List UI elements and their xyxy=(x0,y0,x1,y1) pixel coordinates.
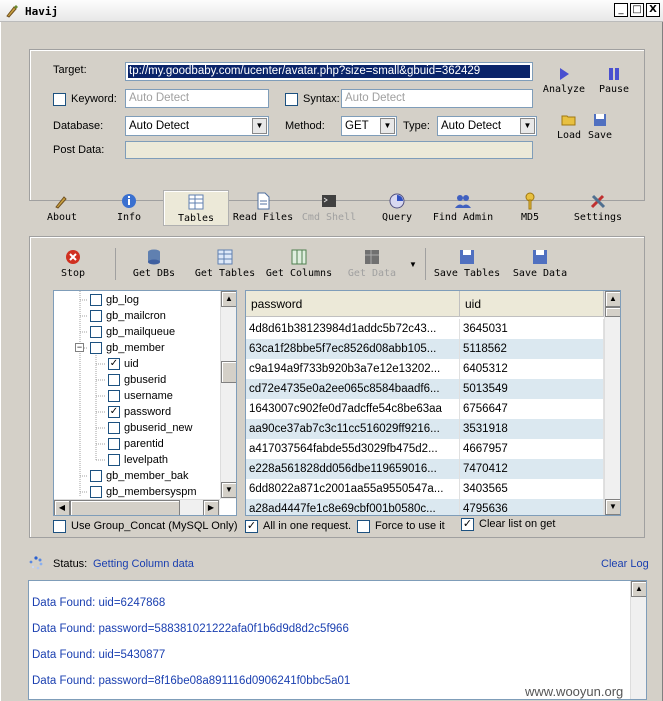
get-columns-button[interactable] xyxy=(263,248,335,279)
cell-uid: 4667957 xyxy=(460,439,604,459)
cmd-shell-icon xyxy=(320,192,338,210)
cell-uid: 5013549 xyxy=(460,379,604,399)
load-label: Load xyxy=(556,130,582,141)
scroll-up-icon[interactable]: ▲ xyxy=(631,581,647,597)
tables-label: Tables xyxy=(177,213,215,224)
tree-hscroll-thumb[interactable] xyxy=(70,500,180,516)
play-icon xyxy=(556,66,572,82)
chevron-down-icon: ▼ xyxy=(380,118,395,134)
tree-node-label: password xyxy=(124,406,172,418)
get-columns-label: Get Columns xyxy=(265,268,333,279)
tree-vertical-scrollbar[interactable] xyxy=(220,291,237,499)
read-files-label: Read Files xyxy=(232,212,294,223)
type-label: Type: xyxy=(403,120,430,132)
scroll-down-icon[interactable]: ▼ xyxy=(221,482,237,498)
cmd-shell-button[interactable] xyxy=(299,192,359,223)
about-label: About xyxy=(46,212,78,223)
get-tables-button[interactable] xyxy=(193,248,257,279)
cell-password: 1643007c902fe0d7adcffe54c8be63aa xyxy=(246,399,460,419)
data-grid[interactable] xyxy=(245,290,621,516)
close-button[interactable]: X xyxy=(646,3,660,17)
cell-password: e228a561828dd056dbe119659016... xyxy=(246,459,460,479)
grid-header xyxy=(246,291,604,317)
tree-node-label: gb_membersyspm xyxy=(106,486,197,498)
tree-node-label: levelpath xyxy=(124,454,169,466)
read-files-icon xyxy=(254,192,272,210)
scroll-left-icon[interactable]: ◀ xyxy=(54,500,70,516)
log-line: Data Found: uid=5430877 xyxy=(32,649,166,661)
get-dbs-label: Get DBs xyxy=(132,268,176,279)
force-label: Force to use it xyxy=(375,520,445,532)
save-data-button[interactable] xyxy=(509,248,571,279)
tree-node-label: gbuserid_new xyxy=(124,422,193,434)
tables-tab-button[interactable] xyxy=(163,190,229,226)
settings-button[interactable] xyxy=(571,192,625,223)
cell-uid: 3531918 xyxy=(460,419,604,439)
cell-password: c9a194a9f733b920b3a7e12e13202... xyxy=(246,359,460,379)
havij-app-icon xyxy=(5,4,19,18)
syntax-input[interactable]: Auto Detect xyxy=(341,89,533,108)
table-row[interactable] xyxy=(246,439,604,459)
tree-node-label: gb_mailcron xyxy=(106,310,166,322)
stop-icon xyxy=(64,248,82,266)
tree-lines xyxy=(54,291,237,516)
tree-node-label: gb_member xyxy=(106,342,165,354)
tree-horizontal-scrollbar[interactable] xyxy=(54,499,220,516)
table-row[interactable] xyxy=(246,379,604,399)
get-data-button[interactable] xyxy=(343,248,401,279)
scroll-down-icon[interactable]: ▼ xyxy=(605,499,621,515)
status-value: Getting Column data xyxy=(93,558,194,570)
get-tables-label: Get Tables xyxy=(194,268,256,279)
scroll-up-icon[interactable]: ▲ xyxy=(605,291,621,307)
table-row[interactable] xyxy=(246,359,604,379)
md5-key-icon xyxy=(521,192,539,210)
window-title: Havij xyxy=(25,5,59,18)
table-row[interactable] xyxy=(246,419,604,439)
save-data-label: Save Data xyxy=(512,268,568,279)
get-columns-icon xyxy=(290,248,308,266)
scroll-up-icon[interactable]: ▲ xyxy=(221,291,237,307)
table-row[interactable] xyxy=(246,319,604,339)
cell-uid: 6756647 xyxy=(460,399,604,419)
tree-checkbox[interactable] xyxy=(108,374,120,386)
column-header-uid[interactable]: uid xyxy=(460,291,604,317)
force-checkbox[interactable] xyxy=(357,520,370,533)
get-dbs-button[interactable] xyxy=(129,248,179,279)
pause-label: Pause xyxy=(598,84,630,95)
cell-password: 63ca1f28bbe5f7ec8526d08abb105... xyxy=(246,339,460,359)
about-button[interactable] xyxy=(43,192,81,223)
find-admin-icon xyxy=(454,192,472,210)
table-row[interactable] xyxy=(246,479,604,499)
cmd-shell-label: Cmd Shell xyxy=(301,212,357,223)
floppy-disk-icon xyxy=(592,112,608,128)
keyword-input[interactable]: Auto Detect xyxy=(125,89,269,108)
get-data-label: Get Data xyxy=(347,268,397,279)
maximize-button[interactable]: □ xyxy=(630,3,644,17)
stop-button[interactable] xyxy=(55,248,91,279)
database-select-value: Auto Detect xyxy=(129,120,190,132)
tree-checkbox-checked[interactable]: ✓ xyxy=(109,406,119,417)
toolbar-separator xyxy=(425,248,426,280)
tree-checkbox[interactable] xyxy=(90,326,102,338)
cell-uid: 3403565 xyxy=(460,479,604,499)
settings-label: Settings xyxy=(573,212,623,223)
info-label: Info xyxy=(116,212,142,223)
save-button[interactable] xyxy=(585,112,615,141)
about-icon xyxy=(53,192,71,210)
get-data-icon xyxy=(363,248,381,266)
tree-node-label: username xyxy=(124,390,173,402)
method-label: Method: xyxy=(285,120,325,132)
cell-uid: 4795636 xyxy=(460,499,604,516)
spinner-icon xyxy=(29,556,43,570)
post-data-label: Post Data: xyxy=(53,144,105,156)
main-window xyxy=(0,22,663,701)
query-label: Query xyxy=(381,212,413,223)
chevron-down-icon: ▼ xyxy=(520,118,535,134)
schema-tree[interactable] xyxy=(53,290,237,516)
pause-icon xyxy=(606,66,622,82)
folder-open-icon xyxy=(561,112,577,128)
method-select-value: GET xyxy=(345,120,369,132)
tree-checkbox[interactable] xyxy=(90,470,102,482)
tree-checkbox[interactable] xyxy=(90,486,102,498)
tree-checkbox[interactable] xyxy=(90,294,102,306)
query-button[interactable] xyxy=(377,192,417,223)
syntax-label: Syntax: xyxy=(303,93,340,105)
tree-node-label: parentid xyxy=(124,438,164,450)
tree-checkbox[interactable] xyxy=(108,454,120,466)
save-data-icon xyxy=(531,248,549,266)
save-label: Save xyxy=(587,130,613,141)
cell-password: a28ad4447fe1c8e69cbf001b0580c... xyxy=(246,499,460,516)
watermark: www.wooyun.org xyxy=(525,684,624,699)
database-label: Database: xyxy=(53,120,104,132)
log-line: Data Found: uid=6247868 xyxy=(32,597,166,609)
scroll-right-icon[interactable]: ▶ xyxy=(203,500,219,516)
tree-node-label: uid xyxy=(124,358,139,370)
cell-password: aa90ce37ab7c3c11cc516029ff9216... xyxy=(246,419,460,439)
clear-list-checkbox[interactable]: ✓ xyxy=(462,518,473,530)
title-bar[interactable] xyxy=(0,0,663,22)
tree-checkbox[interactable] xyxy=(108,438,120,450)
log-line: Data Found: password=588381021222afa0f1b6d9d8d2c5f966 xyxy=(32,623,349,635)
keyword-checkbox[interactable] xyxy=(53,93,66,106)
tree-checkbox[interactable] xyxy=(90,310,102,322)
table-row[interactable] xyxy=(246,459,604,479)
analyze-label: Analyze xyxy=(542,84,586,95)
tree-node-label: gb_log xyxy=(106,294,140,306)
cell-password: 6dd8022a871c2001aa55a9550547a... xyxy=(246,479,460,499)
table-row[interactable] xyxy=(246,499,604,516)
toolbar-separator xyxy=(115,248,116,280)
tree-checkbox[interactable] xyxy=(108,390,120,402)
get-tables-icon xyxy=(216,248,234,266)
table-row[interactable] xyxy=(246,399,604,419)
tree-scroll-thumb[interactable] xyxy=(221,361,237,383)
tree-node-label: gb_member_bak xyxy=(106,470,189,482)
pause-button[interactable] xyxy=(595,66,633,95)
log-vertical-scrollbar[interactable] xyxy=(630,581,647,700)
type-select-value: Auto Detect xyxy=(441,120,502,132)
save-tables-label: Save Tables xyxy=(433,268,501,279)
syntax-checkbox[interactable] xyxy=(285,93,298,106)
log-line: Data Found: password=8f16be08a891116d0906241f0bbc5a01 xyxy=(32,675,351,687)
all-in-one-checkbox[interactable]: ✓ xyxy=(246,520,257,532)
cell-uid: 6405312 xyxy=(460,359,604,379)
cell-uid: 3645031 xyxy=(460,319,604,339)
read-files-button[interactable] xyxy=(231,192,295,223)
database-icon xyxy=(145,248,163,266)
target-url-input[interactable]: tp://my.goodbaby.com/ucenter/avatar.php?size=small&gbuid=362429 xyxy=(125,62,533,81)
tree-checkbox-checked[interactable]: ✓ xyxy=(109,358,119,369)
tree-checkbox[interactable] xyxy=(90,342,102,354)
post-data-input[interactable] xyxy=(125,141,533,159)
info-icon xyxy=(120,192,138,210)
analyze-button[interactable] xyxy=(541,66,587,95)
info-button[interactable] xyxy=(111,192,147,223)
find-admin-button[interactable] xyxy=(431,192,495,223)
tree-node-label: gb_mailqueue xyxy=(106,326,176,338)
md5-button[interactable] xyxy=(515,192,545,223)
keyword-label: Keyword: xyxy=(71,93,117,105)
cell-password: cd72e4735e0a2ee065c8584baadf6... xyxy=(246,379,460,399)
column-header-password[interactable]: password xyxy=(246,291,460,317)
group-concat-checkbox[interactable] xyxy=(53,520,66,533)
cell-uid: 7470412 xyxy=(460,459,604,479)
load-button[interactable] xyxy=(555,112,583,141)
settings-icon xyxy=(589,192,607,210)
minimize-button[interactable]: _ xyxy=(614,3,628,17)
target-label: Target: xyxy=(53,64,87,76)
status-label: Status: xyxy=(53,558,88,570)
query-icon xyxy=(388,192,406,210)
clear-list-label: Clear list on get xyxy=(479,518,556,530)
tree-checkbox[interactable] xyxy=(108,422,120,434)
cell-uid: 5118562 xyxy=(460,339,604,359)
chevron-down-icon: ▼ xyxy=(252,118,267,134)
save-tables-icon xyxy=(458,248,476,266)
table-row[interactable] xyxy=(246,339,604,359)
save-tables-button[interactable] xyxy=(431,248,503,279)
collapse-toggle-icon[interactable]: − xyxy=(76,342,83,352)
tree-node-label: gbuserid xyxy=(124,374,167,386)
type-select[interactable] xyxy=(437,116,537,136)
method-select[interactable] xyxy=(341,116,397,136)
tables-icon xyxy=(187,193,205,211)
group-concat-label: Use Group_Concat (MySQL Only) xyxy=(71,520,238,532)
clear-log-link[interactable]: Clear Log xyxy=(601,558,649,570)
grid-scroll-thumb[interactable] xyxy=(605,307,621,317)
get-data-dropdown-arrow-icon[interactable]: ▼ xyxy=(409,260,417,269)
stop-label: Stop xyxy=(60,268,86,279)
find-admin-label: Find Admin xyxy=(432,212,494,223)
all-in-one-label: All in one request. xyxy=(263,520,352,532)
cell-password: a417037564fabde55d3029fb475d2... xyxy=(246,439,460,459)
log-output[interactable] xyxy=(28,580,647,700)
cell-password: 4d8d61b38123984d1addc5b72c43... xyxy=(246,319,460,339)
database-select[interactable] xyxy=(125,116,269,136)
grid-vertical-scrollbar[interactable] xyxy=(604,291,621,516)
md5-label: MD5 xyxy=(520,212,540,223)
